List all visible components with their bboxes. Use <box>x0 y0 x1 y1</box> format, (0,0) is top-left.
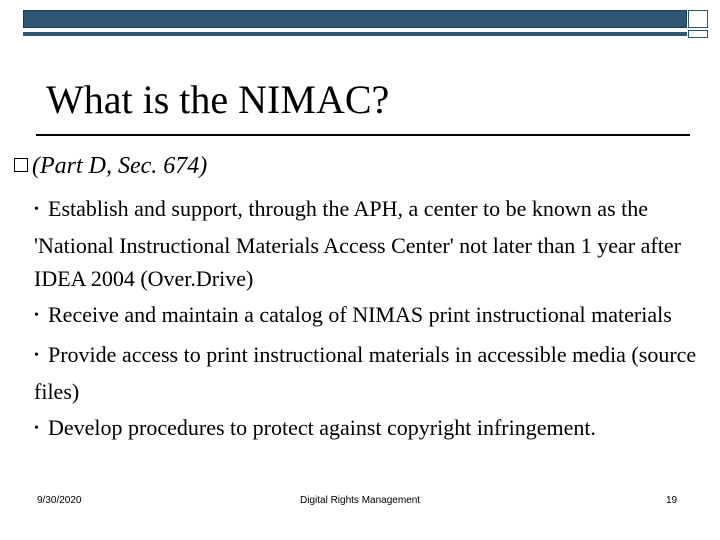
bullet-dot-icon: • <box>34 348 39 363</box>
bullet-dot-icon: • <box>34 308 39 323</box>
footer-date: 9/30/2020 <box>37 495 82 506</box>
hollow-square-icon <box>14 158 28 172</box>
footer-title: Digital Rights Management <box>300 495 421 506</box>
title-divider <box>36 134 690 136</box>
subheading-text: (Part D, Sec. 674) <box>32 153 208 179</box>
page-number: 19 <box>666 495 678 506</box>
subheading <box>14 150 207 182</box>
top-band-line <box>23 32 687 36</box>
list-item <box>34 338 710 408</box>
bullet-text: Establish and support, through the APH, a center to be known as the 'National Instructional Materials Access Center' not later than 1 year after IDEA 2004 (Over.Drive) <box>34 196 681 291</box>
list-item <box>34 192 710 295</box>
bullet-list <box>34 192 710 451</box>
top-decorative-bar <box>23 10 709 38</box>
top-band <box>23 10 687 28</box>
corner-square-top <box>688 10 708 28</box>
slide-title: What is the NIMAC? <box>46 77 390 122</box>
bullet-text: Provide access to print instructional materials in accessible media (source files) <box>34 342 697 404</box>
bullet-dot-icon: • <box>34 202 39 217</box>
list-item <box>34 298 710 335</box>
bullet-text: Develop procedures to protect against copyright infringement. <box>48 415 596 440</box>
corner-square-bottom <box>688 30 708 38</box>
bullet-text: Receive and maintain a catalog of NIMAS print instructional materials <box>48 302 672 327</box>
bullet-dot-icon: • <box>34 421 39 436</box>
list-item <box>34 411 710 448</box>
